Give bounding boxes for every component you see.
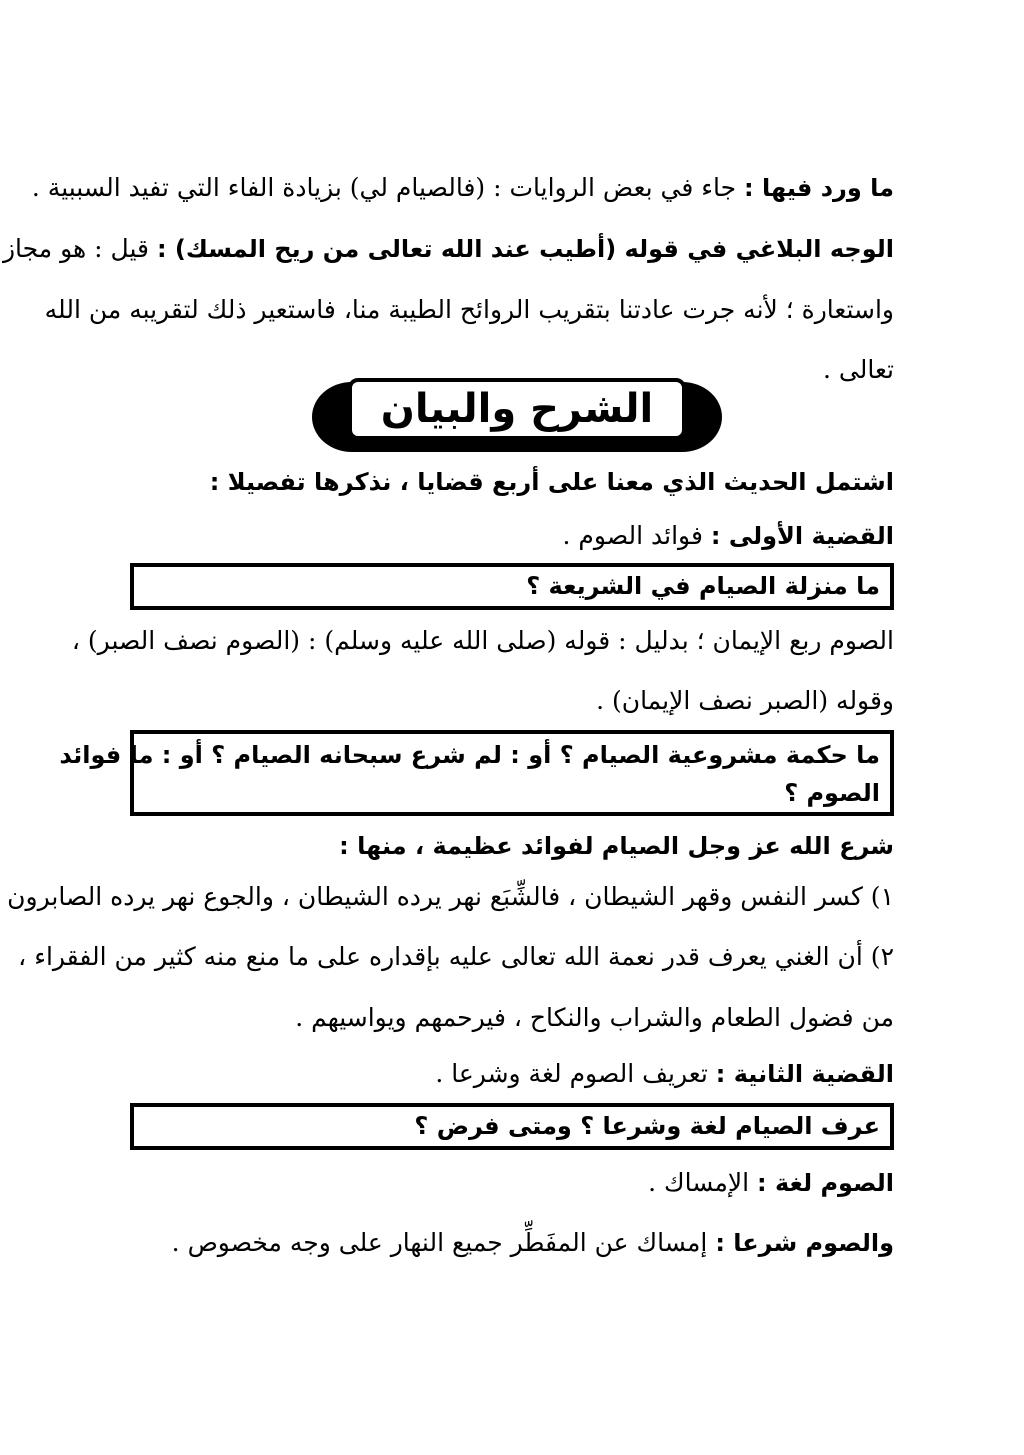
text-issue-one: فوائد الصوم .	[562, 521, 711, 550]
label-legal: والصوم شرعا :	[715, 1229, 894, 1257]
question-box-definition: عرف الصيام لغة وشرعا ؟ ومتى فرض ؟	[130, 1103, 894, 1150]
text-rhetoric: قيل : هو مجاز	[2, 234, 157, 263]
label-rhetoric: الوجه البلاغي في قوله (أطيب عند الله تعالى من ريح المسك) :	[156, 235, 894, 263]
line-benefits-intro: شرع الله عز وجل الصيام لفوائد عظيمة ، منها :	[339, 832, 894, 860]
list-item-2-cont: من فضول الطعام والشراب والنكاح ، فيرحمهم ويواسيهم .	[295, 1003, 894, 1032]
line-issue-one	[130, 516, 894, 556]
label-issue-one: القضية الأولى :	[710, 522, 894, 550]
line-metaphor: واستعارة ؛ لأنه جرت عادتنا بتقريب الروائح الطيبة منا، فاستعير ذلك لتقريبه من الله	[44, 295, 894, 324]
line-rhetoric	[2, 229, 894, 269]
text-issue-two: تعريف الصوم لغة وشرعا .	[435, 1059, 716, 1088]
line-taala: تعالى .	[823, 355, 894, 384]
banner-title: الشرح والبيان	[348, 378, 686, 440]
line-intro: اشتمل الحديث الذي معنا على أربع قضايا ، نذكرها تفصيلا :	[209, 468, 894, 496]
text-legal: إمساك عن المفَطِّر جميع النهار على وجه مخصوص .	[171, 1228, 716, 1257]
text-what-came: جاء في بعض الروايات : (فالصيام لي) بزيادة الفاء التي تفيد السببية .	[31, 173, 745, 202]
question-wisdom-line2: الصوم ؟	[784, 779, 880, 807]
list-item-2: ٢) أن الغني يعرف قدر نعمة الله تعالى عليه بإقداره على ما منع منه كثير من الفقراء ،	[18, 942, 894, 971]
label-issue-two: القضية الثانية :	[715, 1060, 894, 1088]
line-linguistic	[130, 1163, 894, 1203]
list-item-1: ١) كسر النفس وقهر الشيطان ، فالشِّبَع نهر يرده الشيطان ، والجوع نهر يرده الصابرون	[7, 882, 894, 911]
question-box-status: ما منزلة الصيام في الشريعة ؟	[130, 563, 894, 610]
label-linguistic: الصوم لغة :	[757, 1169, 894, 1197]
text-linguistic: الإمساك .	[648, 1168, 758, 1197]
line-legal	[130, 1223, 894, 1263]
question-wisdom-line1: ما حكمة مشروعية الصيام ؟ أو : لم شرع سبحانه الصيام ؟ أو : ما فوائد	[59, 741, 880, 769]
line-issue-two	[130, 1054, 894, 1094]
line-what-came	[31, 168, 894, 208]
question-box-wisdom	[59, 730, 894, 816]
label-what-came: ما ورد فيها :	[744, 174, 894, 202]
line-fasting-faith: الصوم ربع الإيمان ؛ بدليل : قوله (صلى الله عليه وسلم) : (الصوم نصف الصبر) ،	[71, 626, 894, 655]
line-patience: وقوله (الصبر نصف الإيمان) .	[596, 686, 894, 715]
section-banner	[312, 378, 722, 458]
